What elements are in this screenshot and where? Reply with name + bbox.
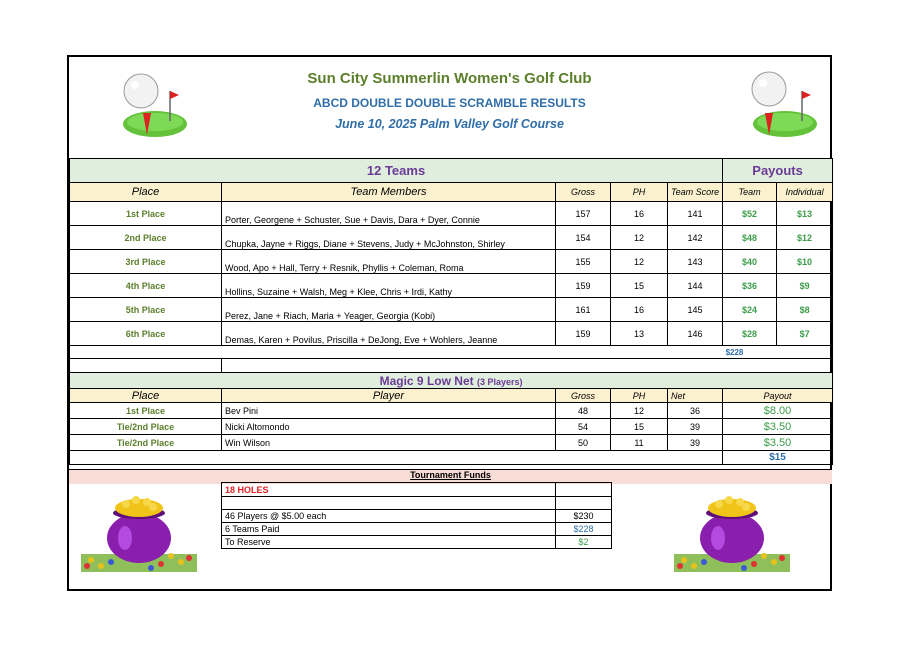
team-payout-cell: $40 (723, 250, 777, 274)
magic9-table (69, 372, 833, 465)
gross-cell: 159 (556, 274, 611, 298)
date-course: June 10, 2025 Palm Valley Golf Course (335, 117, 564, 131)
funds-value: $230 (556, 510, 612, 523)
score-cell: 141 (668, 202, 723, 226)
funds-title: Tournament Funds (410, 470, 491, 480)
payout-cell: $3.50 (723, 419, 833, 435)
ph-cell: 12 (611, 226, 668, 250)
magic9-subtitle: (3 Players) (476, 376, 523, 387)
gross-cell: 161 (556, 298, 611, 322)
col-ph: PH (611, 183, 668, 202)
place-cell: 2nd Place (70, 226, 222, 250)
magic9-title-cell (70, 373, 833, 389)
individual-payout-cell: $9 (777, 274, 833, 298)
members-cell: Perez, Jane + Riach, Maria + Yeager, Georgia (Kobi) (222, 298, 556, 322)
members-cell: Wood, Apo + Hall, Terry + Resnik, Phyllis + Coleman, Roma (222, 250, 556, 274)
table-row (70, 419, 833, 435)
net-cell: 39 (668, 419, 723, 435)
funds-label: 6 Teams Paid (222, 523, 556, 536)
score-cell: 144 (668, 274, 723, 298)
col-payout: Payout (723, 389, 833, 403)
table-row (70, 250, 833, 274)
net-cell: 36 (668, 403, 723, 419)
scramble-table (69, 158, 833, 374)
player-cell: Nicki Altomondo (222, 419, 556, 435)
col-gross: Gross (556, 183, 611, 202)
score-cell: 143 (668, 250, 723, 274)
payout-cell: $8.00 (723, 403, 833, 419)
place-cell: 4th Place (70, 274, 222, 298)
ph-cell: 11 (611, 435, 668, 451)
place-cell: 3rd Place (70, 250, 222, 274)
col-place: Place (70, 389, 222, 403)
funds-table (221, 482, 612, 549)
results-sheet (67, 55, 832, 591)
ph-cell: 16 (611, 202, 668, 226)
funds-row (222, 523, 612, 536)
individual-payout-cell: $7 (777, 322, 833, 346)
table-row (70, 202, 833, 226)
ph-cell: 15 (611, 274, 668, 298)
col-ph: PH (611, 389, 668, 403)
table-row (70, 435, 833, 451)
col-net: Net (668, 389, 723, 403)
holes-label: 18 HOLES (222, 483, 556, 497)
gross-cell: 159 (556, 322, 611, 346)
magic9-title: Magic 9 Low Net (379, 373, 474, 388)
gross-cell: 154 (556, 226, 611, 250)
payout-cell: $3.50 (723, 435, 833, 451)
place-cell: 6th Place (70, 322, 222, 346)
player-cell: Bev Pini (222, 403, 556, 419)
event-title: ABCD DOUBLE DOUBLE SCRAMBLE RESULTS (313, 96, 586, 110)
table-row (70, 226, 833, 250)
col-team: Team (723, 183, 777, 202)
gross-cell: 50 (556, 435, 611, 451)
pot-of-gold-icon (81, 490, 197, 572)
members-cell: Porter, Georgene + Schuster, Sue + Davis, Dara + Dyer, Connie (222, 202, 556, 226)
table-row (70, 298, 833, 322)
team-payout-cell: $36 (723, 274, 777, 298)
individual-payout-cell: $10 (777, 250, 833, 274)
ph-cell: 16 (611, 298, 668, 322)
col-members: Team Members (222, 183, 556, 202)
members-cell: Demas, Karen + Povilus, Priscilla + DeJong, Eve + Wohlers, Jeanne (222, 322, 556, 346)
gross-cell: 157 (556, 202, 611, 226)
scramble-total: $228 (723, 346, 777, 359)
funds-row (222, 510, 612, 523)
teams-title: 12 Teams (70, 159, 723, 183)
payouts-title: Payouts (723, 159, 833, 183)
score-cell: 142 (668, 226, 723, 250)
pot-of-gold-icon (674, 490, 790, 572)
col-player: Player (222, 389, 556, 403)
individual-payout-cell: $12 (777, 226, 833, 250)
magic9-total: $15 (723, 451, 833, 465)
place-cell: 1st Place (70, 202, 222, 226)
place-cell: Tie/2nd Place (70, 435, 222, 451)
ph-cell: 12 (611, 250, 668, 274)
table-row (70, 403, 833, 419)
net-cell: 39 (668, 435, 723, 451)
col-team-score: Team Score (668, 183, 723, 202)
table-row (70, 322, 833, 346)
individual-payout-cell: $8 (777, 298, 833, 322)
club-title: Sun City Summerlin Women's Golf Club (307, 70, 592, 87)
place-cell: 5th Place (70, 298, 222, 322)
team-payout-cell: $24 (723, 298, 777, 322)
funds-label: 46 Players @ $5.00 each (222, 510, 556, 523)
team-payout-cell: $52 (723, 202, 777, 226)
funds-row (222, 536, 612, 549)
ph-cell: 13 (611, 322, 668, 346)
place-cell: Tie/2nd Place (70, 419, 222, 435)
members-cell: Chupka, Jayne + Riggs, Diane + Stevens, Judy + McJohnston, Shirley (222, 226, 556, 250)
individual-payout-cell: $13 (777, 202, 833, 226)
funds-value: $2 (556, 536, 612, 549)
ph-cell: 15 (611, 419, 668, 435)
place-cell: 1st Place (70, 403, 222, 419)
table-row (70, 274, 833, 298)
funds-value: $228 (556, 523, 612, 536)
score-cell: 145 (668, 298, 723, 322)
ph-cell: 12 (611, 403, 668, 419)
team-payout-cell: $28 (723, 322, 777, 346)
col-gross: Gross (556, 389, 611, 403)
members-cell: Hollins, Suzaine + Walsh, Meg + Klee, Chris + Irdi, Kathy (222, 274, 556, 298)
score-cell: 146 (668, 322, 723, 346)
gross-cell: 54 (556, 419, 611, 435)
team-payout-cell: $48 (723, 226, 777, 250)
col-individual: Individual (777, 183, 833, 202)
player-cell: Win Wilson (222, 435, 556, 451)
gross-cell: 155 (556, 250, 611, 274)
col-place: Place (70, 183, 222, 202)
gross-cell: 48 (556, 403, 611, 419)
funds-label: To Reserve (222, 536, 556, 549)
